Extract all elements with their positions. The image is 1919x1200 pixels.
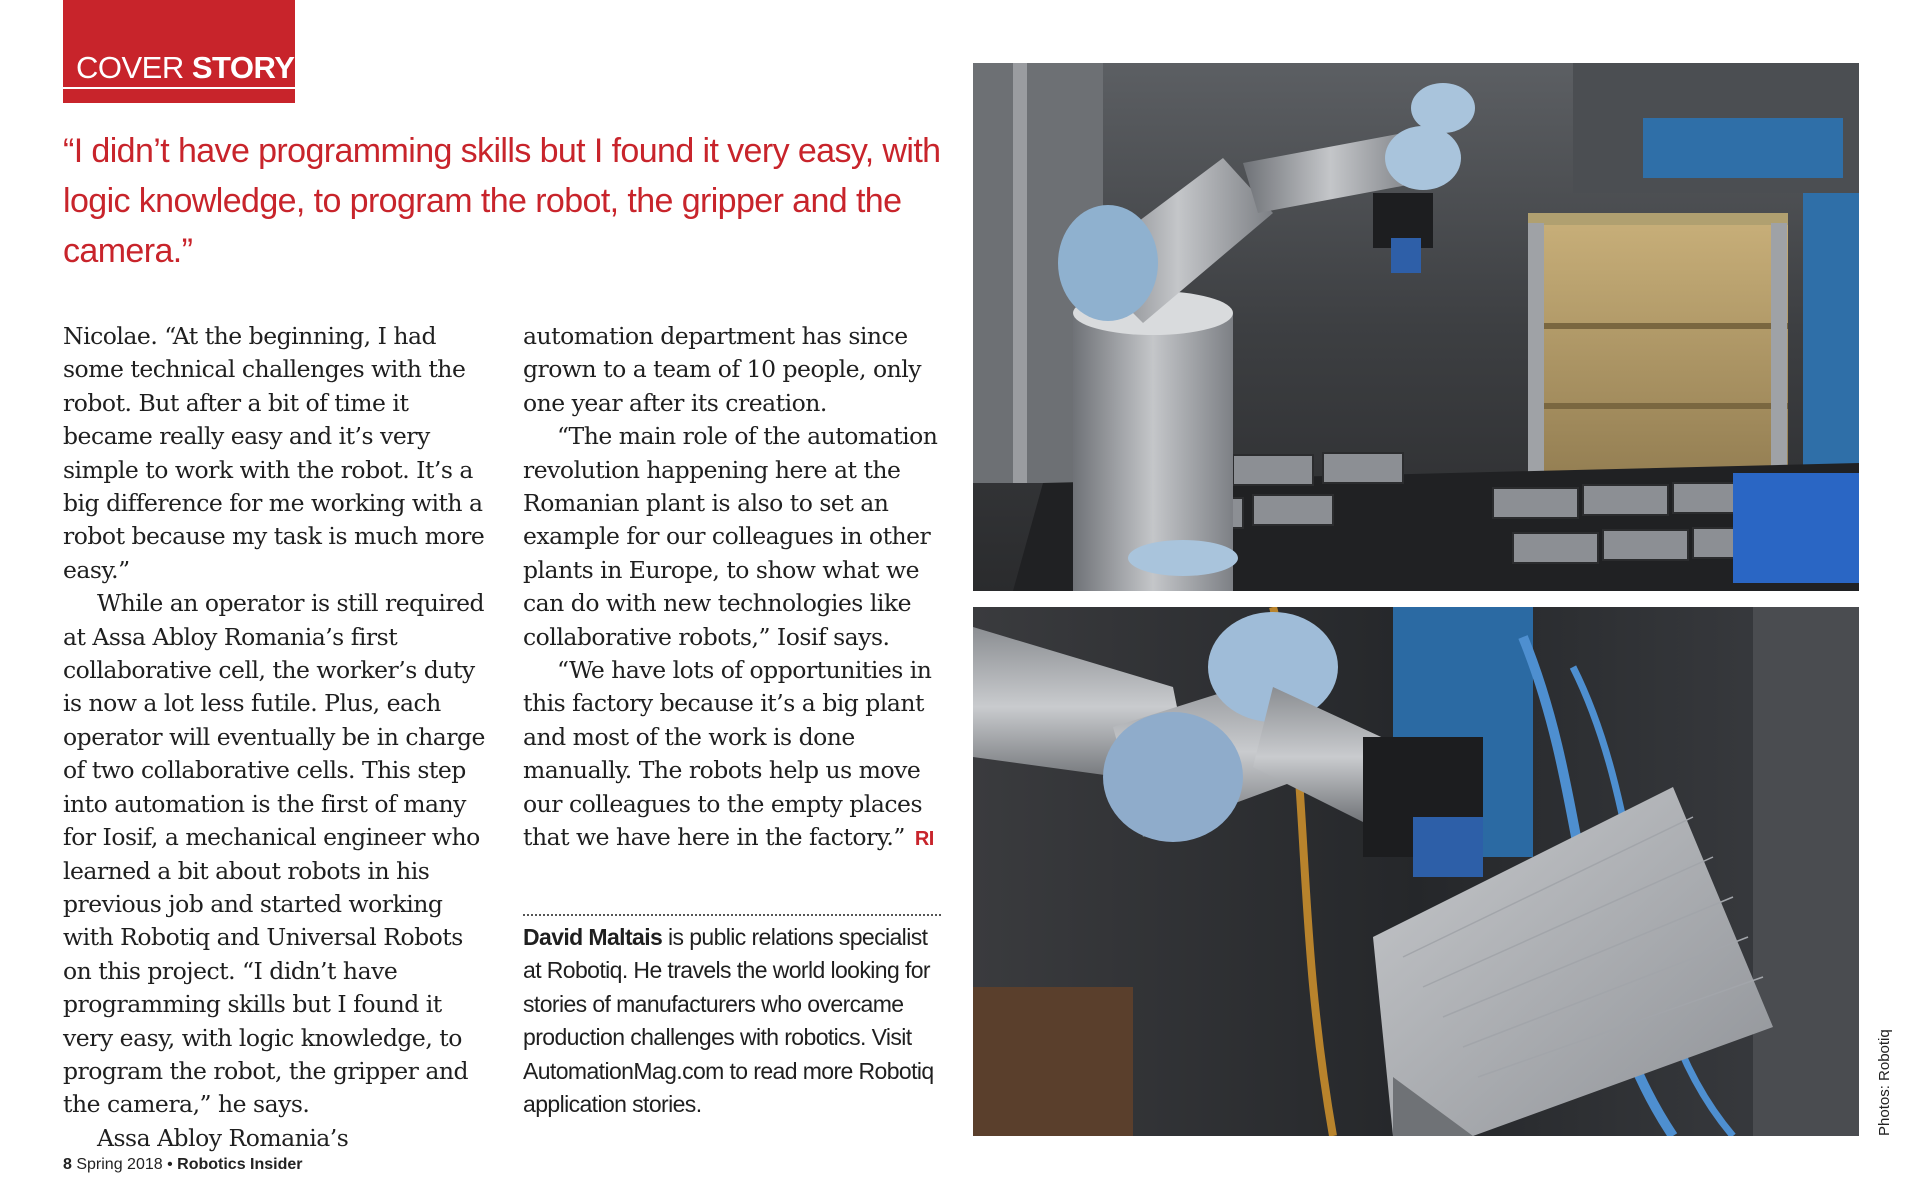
- robot-arm-picking-image: [973, 63, 1859, 591]
- cover-story-tag: [63, 0, 295, 103]
- section-label-prefix: COVER: [76, 50, 184, 85]
- page-footer: [63, 1156, 303, 1174]
- paragraph: automation department has since grown to a team of 10 people, only one year after its creation.: [523, 322, 922, 417]
- end-of-article-logo-icon: RI: [914, 828, 934, 851]
- article-column-1: [63, 320, 493, 1155]
- publication-name: Robotics Insider: [177, 1156, 303, 1173]
- robot-gripper-closeup-image: [973, 607, 1859, 1136]
- section-label-emphasis: STORY: [191, 50, 295, 85]
- author-bio-text: is public relations specialist at Robotiq. He travels the world looking for stories of manufacturers who overcame production challenges with robotics. Visit AutomationMag.com to read more Robotiq application stories.: [523, 924, 934, 1118]
- tag-underline: [63, 87, 295, 89]
- paragraph: While an operator is still required at Assa Abloy Romania’s first collaborative cell, the worker’s duty is now a lot less futile. Plus, each operator will eventually be in charge of two collaborative cells. This step into automation is the first of many for Iosif, a mechanical engineer who learned a bit about robots in his previous job and started working with Robotiq and Universal Robots on this project. “I didn’t have programming skills but I found it very easy, with logic knowledge, to program the robot, the gripper and the camera,” he says.: [63, 589, 485, 1119]
- pull-quote: “I didn’t have programming skills but I found it very easy, with logic knowledge, to program the robot, the gripper and the camera.”: [63, 132, 941, 270]
- robot-photo-top: [973, 63, 1859, 591]
- article-column-2: [523, 320, 953, 857]
- paragraph: “The main role of the automation revolution happening here at the Romanian plant is also to set an example for our colleagues in other plants in Europe, to show what we can do with new technologies like collaborative robots,” Iosif says.: [523, 422, 938, 651]
- bio-divider: [523, 914, 941, 916]
- robot-photo-bottom: [973, 607, 1859, 1136]
- paragraph: Nicolae. “At the beginning, I had some technical challenges with the robot. But after a bit of time it became really easy and it’s very simple to work with the robot. It’s a big difference for me working with a robot because my task is much more easy.”: [63, 322, 485, 584]
- issue-label: Spring 2018 •: [71, 1156, 178, 1173]
- section-label: [76, 50, 294, 86]
- photo-credit: Photos: Robotiq: [1876, 1029, 1893, 1136]
- paragraph: Assa Abloy Romania’s: [97, 1123, 349, 1152]
- paragraph: [523, 654, 953, 856]
- page-number: 8: [63, 1156, 72, 1173]
- author-bio: [523, 921, 943, 1121]
- author-name: David Maltais: [523, 924, 663, 950]
- paragraph-text: “We have lots of opportunities in this factory because it’s a big plant and most of the work is done manually. The robots help us move our colleagues to the empty places that we have here in the factory.”: [523, 656, 932, 852]
